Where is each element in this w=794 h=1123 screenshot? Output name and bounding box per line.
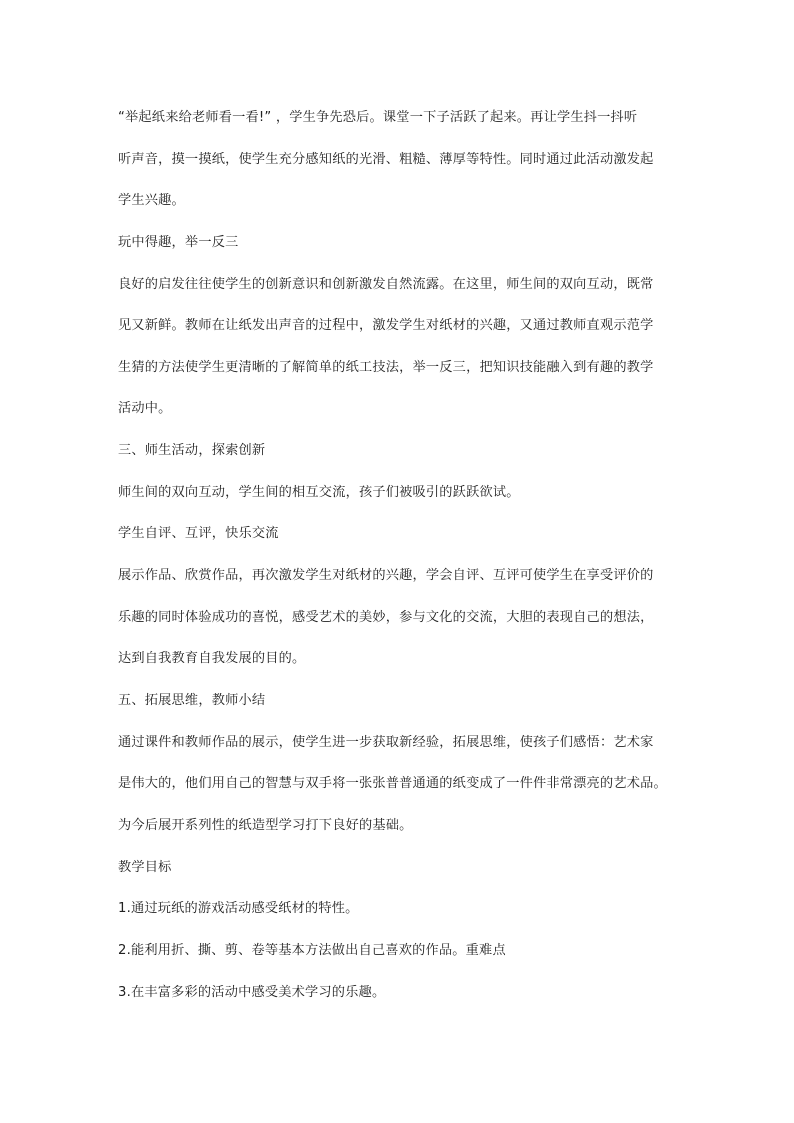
- text-line: 展示作品、欣赏作品，再次激发学生对纸材的兴趣，学会自评、互评可使学生在享受评价的: [118, 568, 654, 583]
- list-item: 2.能利用折、撕、剪、卷等基本方法做出自己喜欢的作品。重难点: [118, 943, 506, 958]
- text-line: 为今后展开系列性的纸造型学习打下良好的基础。: [118, 818, 413, 833]
- text-line: 听声音，摸一摸纸，使学生充分感知纸的光滑、粗糙、薄厚等特性。同时通过此活动激发起: [118, 152, 654, 167]
- text-line: 乐趣的同时体验成功的喜悦，感受艺术的美妙，参与文化的交流，大胆的表现自己的想法，: [118, 610, 654, 625]
- list-item: 3.在丰富多彩的活动中感受美术学习的乐趣。: [118, 985, 386, 1000]
- text-line: 师生间的双向互动，学生间的相互交流，孩子们被吸引的跃跃欲试。: [118, 485, 520, 500]
- text-line: “举起纸来给老师看一看!” ，学生争先恐后。课堂一下子活跃了起来。再让学生抖一抖听: [118, 110, 638, 125]
- text-line: 见又新鲜。教师在让纸发出声音的过程中，激发学生对纸材的兴趣，又通过教师直观示范学: [118, 318, 654, 333]
- list-item: 1.通过玩纸的游戏活动感受纸材的特性。: [118, 901, 359, 916]
- text-line: 学生兴趣。: [118, 193, 185, 208]
- section-heading: 玩中得趣，举一反三: [118, 235, 239, 250]
- text-line: 达到自我教育自我发展的目的。: [118, 651, 306, 666]
- section-heading: 五、拓展思维，教师小结: [118, 693, 266, 708]
- text-line: 良好的启发往往使学生的创新意识和创新激发自然流露。在这里，师生间的双向互动，既常: [118, 277, 654, 292]
- text-line: 通过课件和教师作品的展示，使学生进一步获取新经验，拓展思维，使孩子们感悟：艺术家: [118, 735, 654, 750]
- text-line: 活动中。: [118, 401, 172, 416]
- section-heading: 三、师生活动，探索创新: [118, 443, 266, 458]
- text-line: 生猜的方法使学生更清晰的了解简单的纸工技法，举一反三，把知识技能融入到有趣的教学: [118, 360, 654, 375]
- section-heading: 学生自评、互评，快乐交流: [118, 526, 279, 541]
- text-line: 是伟大的，他们用自己的智慧与双手将一张张普普通通的纸变成了一件件非常漂亮的艺术品。: [118, 776, 667, 791]
- section-heading: 教学目标: [118, 860, 172, 875]
